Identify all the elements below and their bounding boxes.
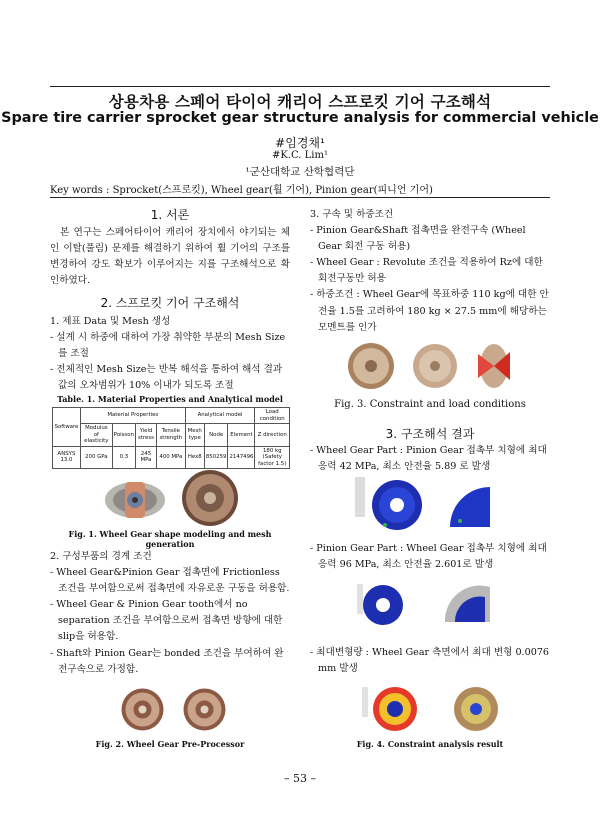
result-deformation: - 최대변형량 : Wheel Gear 측면에서 최대 변형 0.0076 mm 발생 (310, 647, 550, 675)
load-condition-image (474, 342, 514, 390)
boundary-bullet-2: - Wheel Gear & Pinion Gear tooth에서 no separation 조건을 부여함으로써 접촉면 방향에 대한 slip을 허용함. (50, 599, 283, 643)
title-english: Spare tire carrier sprocket gear structure analysis for commercial vehicle (1, 110, 599, 126)
th-element: Element (228, 424, 255, 447)
left-column (50, 207, 290, 394)
pre-processor-image-2 (182, 687, 227, 732)
fig3-caption: Fig. 3. Constraint and load conditions (334, 399, 526, 410)
td-zdir: 180 kg (Safety factor 1.5) (255, 446, 290, 469)
td-software: ANSYS 13.0 (53, 446, 81, 469)
right-column (310, 207, 550, 336)
deformation-image-1 (360, 683, 420, 735)
td-node: 850259 (204, 446, 228, 469)
section-intro-title: 1. 서론 (150, 208, 190, 222)
right-column-results (310, 426, 550, 475)
td-mesh: Hex8 (185, 446, 204, 469)
page-number: – 53 – (284, 772, 316, 785)
pinion-gear-stress-image-2 (440, 582, 495, 627)
constraint-bullet-2: - Wheel Gear : Revolute 조건을 적용하여 Rz에 대한 회전구동만 허용 (310, 257, 543, 285)
constraint-bullet-3: - 하중조건 : Wheel Gear에 목표하중 110 kg에 대한 안전율 1.5를 고려하여 180 kg × 27.5 mm에 해당하는 모멘트를 인가 (310, 289, 549, 333)
th-tensile: Tensile strength (157, 424, 186, 447)
result-pinion-gear: - Pinion Gear Part : Wheel Gear 접촉부 치형에 최대응력 96 MPa, 최소 안전율 2.601로 발생 (310, 543, 547, 571)
td-tensile: 400 MPa (157, 446, 186, 469)
th-analytical: Analytical model (185, 408, 255, 424)
th-modulus: Modulus of elasticity (80, 424, 112, 447)
wheel-gear-model-image (95, 472, 175, 527)
constraint-bullet-1: - Pinion Gear&Shaft 접촉면을 완전구속 (Wheel Gear 회전 구동 허용) (310, 225, 526, 253)
th-software: Software (53, 408, 81, 447)
table-caption: Table. 1. Material Properties and Analytical model (57, 394, 283, 404)
author-english: #K.C. Lim¹ (271, 150, 328, 161)
keywords: Key words : Sprocket(스프로킷), Wheel gear(휠 기어), Pinion gear(피니언 기어) (50, 185, 433, 196)
boundary-bullet-3: - Shaft와 Pinion Gear는 bonded 조건을 부여하여 완전구속으로 가정함. (50, 647, 284, 675)
td-poisson: 0.3 (112, 446, 135, 469)
th-mesh: Mesh type (185, 424, 204, 447)
pinion-gear-stress-image-1 (355, 580, 405, 630)
left-column-lower (50, 549, 290, 678)
section-analysis-title: 2. 스프로킷 기어 구조해석 (100, 296, 240, 311)
right-column-results-2 (310, 541, 550, 573)
pre-processor-image-1 (120, 687, 165, 732)
boundary-bullet-1: - Wheel Gear&Pinion Gear 접촉면에 Frictionless 조건을 부여함으로써 접촉면에 자유로운 구동을 허용함. (50, 567, 290, 595)
subsection-boundary: 2. 구성부품의 경계 조건 (50, 551, 152, 562)
affiliation: ¹군산대학교 산학협력단 (245, 166, 355, 178)
intro-paragraph: 본 연구는 스페어타이어 캐리어 장치에서 야기되는 체인 이탈(풀림) 문제를 해결하기 위하여 휠 기어의 구조를 변경하여 강도 확보가 이루어지는 지를 구조해석으로 확인하였다. (50, 227, 290, 287)
td-yield: 245 MPa (135, 446, 156, 469)
wheel-gear-stress-image-1 (355, 477, 425, 532)
wheel-gear-mesh-image (180, 468, 240, 528)
subsection-data-mesh: 1. 제표 Data 및 Mesh 생성 (50, 315, 171, 327)
top-rule (50, 86, 550, 87)
fig2-caption: Fig. 2. Wheel Gear Pre-Processor (95, 739, 245, 749)
result-wheel-gear: - Wheel Gear Part : Pinion Gear 접촉부 치형에 최대응력 42 MPa, 최소 안전율 5.89 로 발생 (310, 445, 547, 473)
td-element: 2147496 (228, 446, 255, 469)
material-table (52, 407, 290, 469)
th-node: Node (204, 424, 228, 447)
th-material: Material Properties (80, 408, 185, 424)
mesh-bullet-2: - 전체적인 Mesh Size는 반복 해석을 통하여 해석 결과 값의 오차범위가 10% 이내가 되도록 조절 (50, 363, 283, 391)
mesh-bullet-1: - 설계 시 하중에 대하여 가장 취약한 부분의 Mesh Size를 조절 (50, 331, 286, 359)
th-yield: Yield stress (135, 424, 156, 447)
th-poisson: Poisson (112, 424, 135, 447)
fig4-caption: Fig. 4. Constraint analysis result (356, 739, 504, 749)
fig1-caption: Fig. 1. Wheel Gear shape modeling and mesh generation (68, 529, 272, 549)
subsection-constraint: 3. 구속 및 하중조건 (310, 209, 394, 220)
deformation-image-2 (450, 683, 502, 735)
th-zdir: Z direction (255, 424, 290, 447)
section-results-title: 3. 구조해석 결과 (385, 427, 475, 441)
right-column-results-3 (310, 645, 550, 677)
td-modulus: 200 GPa (80, 446, 112, 469)
th-load: Load condition (255, 408, 290, 424)
author-korean: #임경채¹ (275, 136, 325, 150)
constraint-image-1 (342, 342, 400, 390)
wheel-gear-stress-image-2 (440, 477, 500, 532)
constraint-image-2 (410, 342, 460, 390)
header-bottom-rule (50, 197, 550, 198)
title-korean: 상용차용 스페어 타이어 캐리어 스프로킷 기어 구조해석 (108, 93, 492, 111)
